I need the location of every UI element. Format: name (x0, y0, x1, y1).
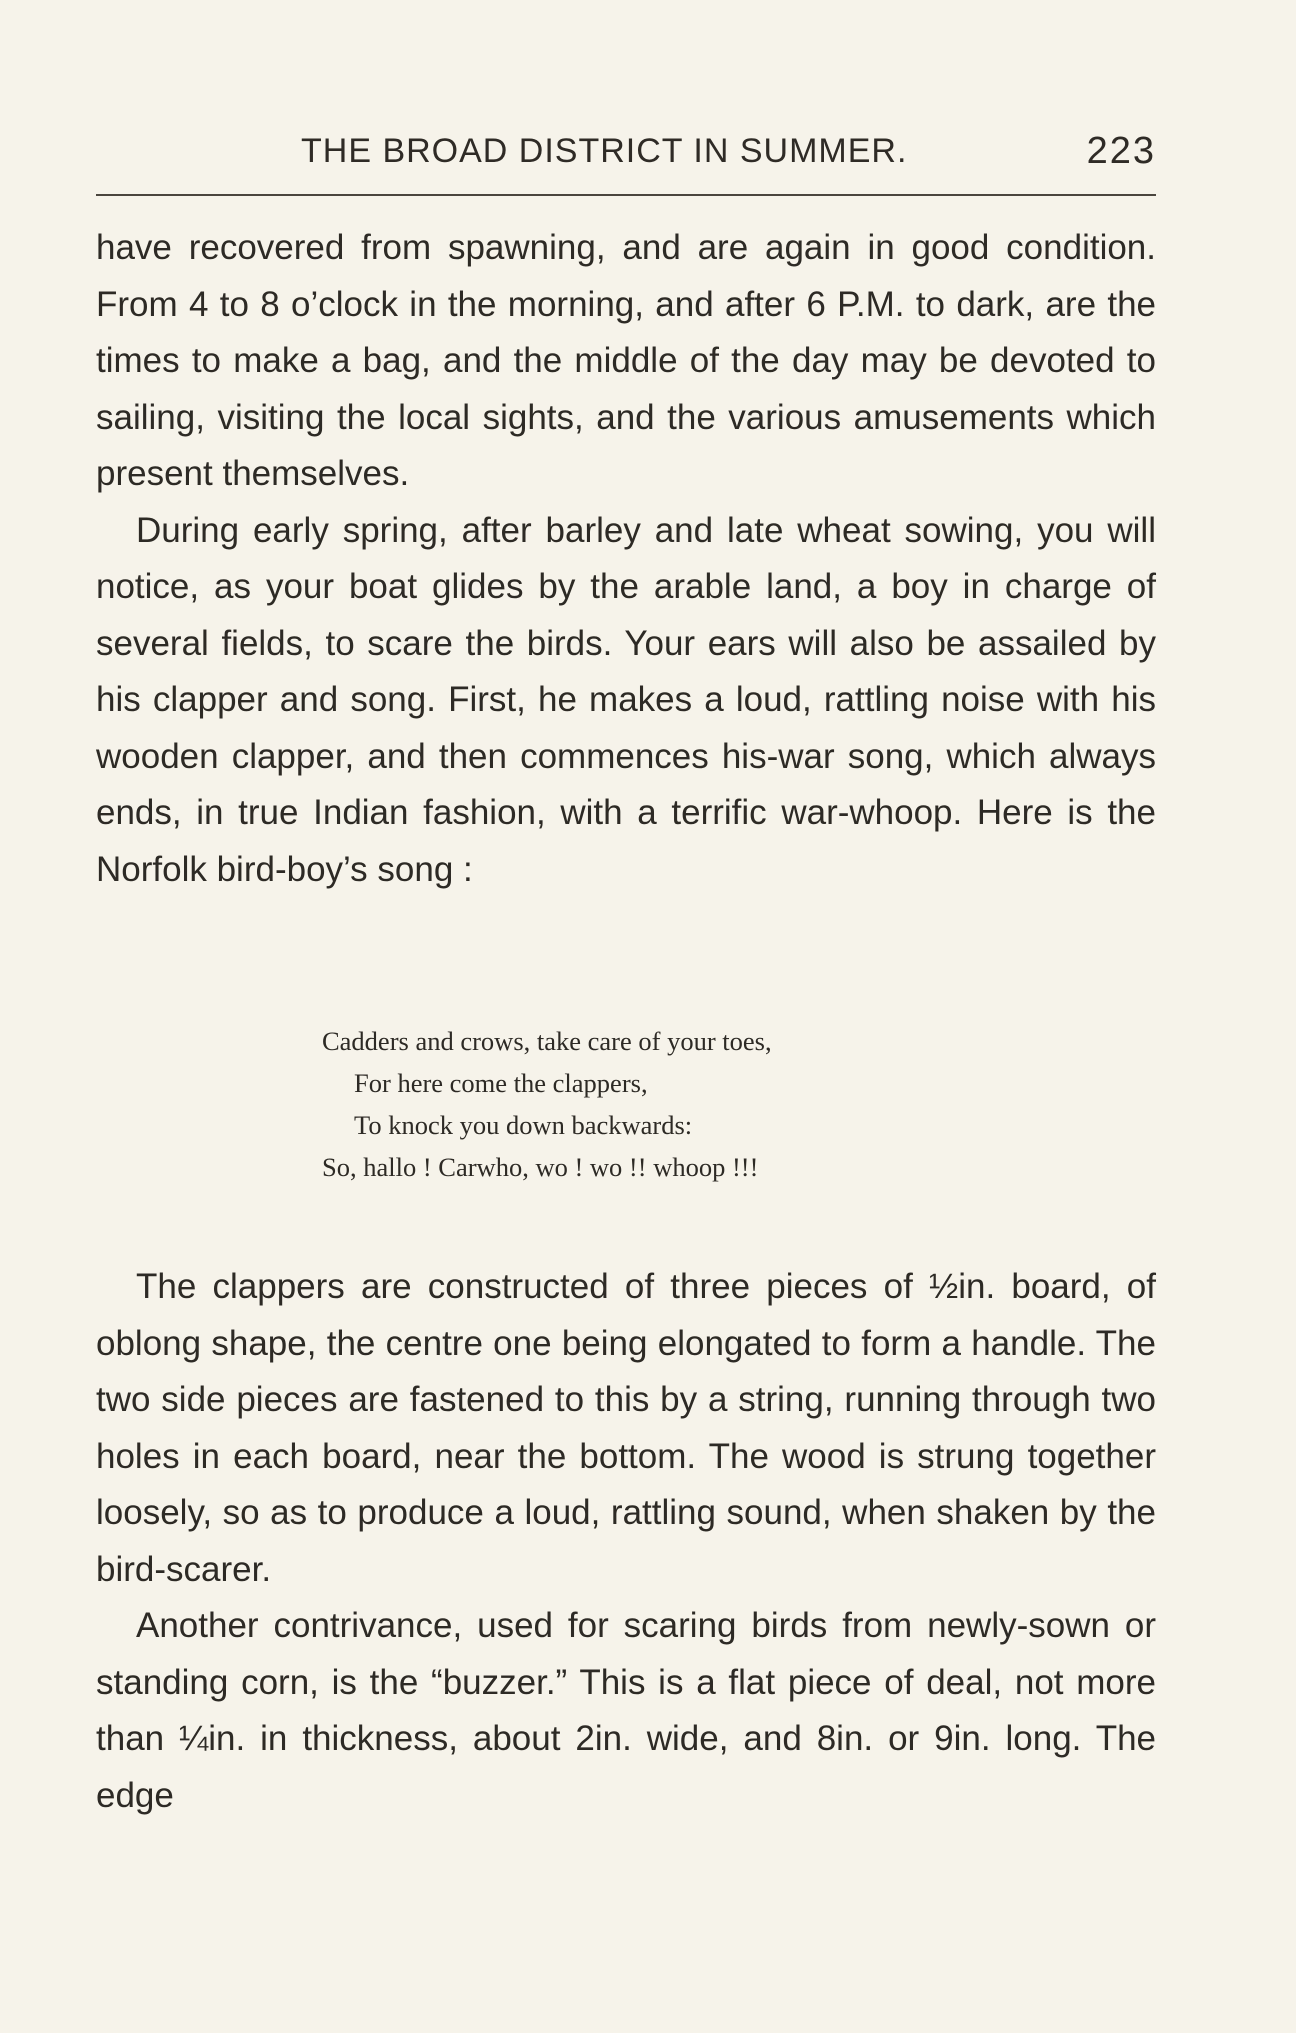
bird-boy-song (322, 1020, 772, 1188)
running-title: THE BROAD DISTRICT IN SUMMER. (301, 132, 908, 170)
paragraph-buzzer: Another contrivance, used for scaring birds from newly-sown or standing corn, is the “buzzer.” This is a flat piece of deal, not more than ¼in. in thickness, about 2in. wide, and 8in. or 9in. long. The edge (96, 1606, 1156, 1815)
verse-line: For here come the clappers, (354, 1068, 648, 1098)
paragraph-continuation: have recovered from spawning, and are again in good condition. From 4 to 8 o’clock in the morning, and after 6 P.M. to dark, are the times to make a bag, and the middle of the day may be devoted to sailing, visiting the local sights, and the various amusements which present themselves. (96, 228, 1156, 493)
verse-line: Cadders and crows, take care of your toes, (322, 1026, 772, 1056)
page-number: 223 (1086, 130, 1156, 172)
body-text-upper (96, 220, 1156, 898)
verse-line: To knock you down backwards: (354, 1110, 693, 1140)
paragraph-clappers: The clappers are constructed of three pieces of ½in. board, of oblong shape, the centre one being elongated to form a handle. The two side pieces are fastened to this by a string, running through two holes in each board, near the bottom. The wood is strung together loosely, so as to produce a loud, rattling sound, when shaken by the bird-scarer. (96, 1267, 1156, 1589)
verse-line: So, hallo ! Carwho, wo ! wo !! whoop !!! (322, 1152, 759, 1182)
running-head (96, 124, 1156, 180)
body-text-lower (96, 1259, 1156, 1824)
paragraph-bird-boy: During early spring, after barley and late wheat sowing, you will notice, as your boat glides by the arable land, a boy in charge of several fields, to scare the birds. Your ears will also be assailed by his clapper and song. First, he makes a loud, rattling noise with his wooden clapper, and then commences his-war song, which always ends, in true Indian fashion, with a terrific war-whoop. Here is the Norfolk bird-boy’s song : (96, 510, 1156, 889)
header-rule (96, 194, 1156, 196)
